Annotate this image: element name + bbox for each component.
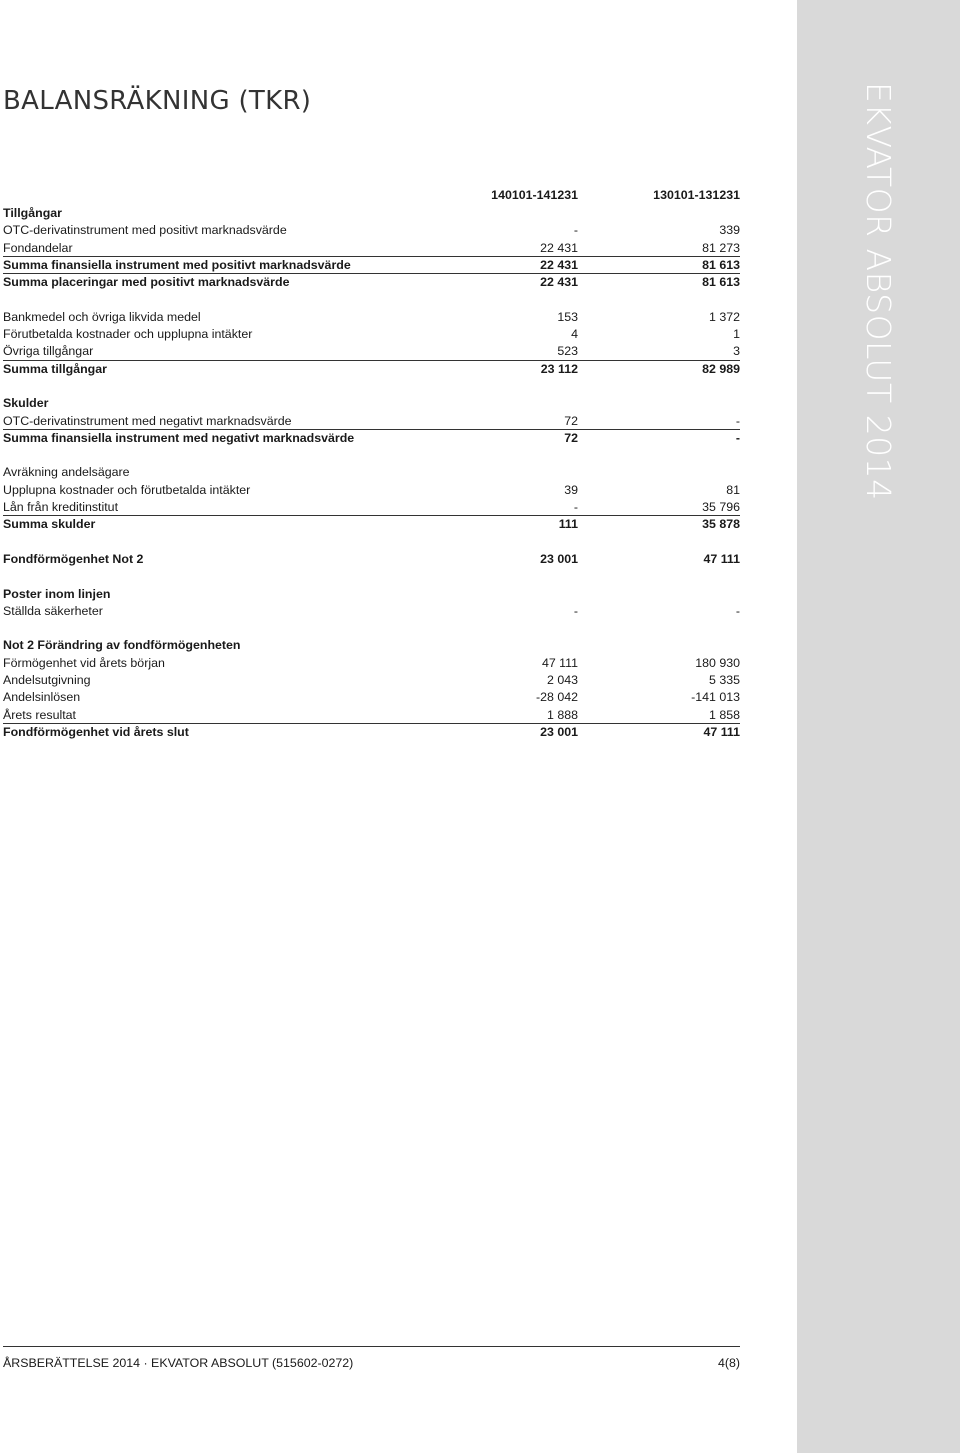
row-label: Förmögenhet vid årets början — [3, 655, 165, 670]
row-value-previous: 47 111 — [703, 724, 740, 739]
row-value-current: 23 001 — [540, 724, 578, 739]
row-value-previous: 47 111 — [703, 551, 740, 566]
row-value-previous: - — [735, 430, 740, 445]
row-label: Tillgångar — [3, 206, 62, 220]
row-label: Skulder — [3, 396, 49, 411]
row-label: Summa tillgångar — [3, 361, 107, 376]
row-label: OTC-derivatinstrument med positivt marknadsvärde — [3, 223, 287, 238]
row-value-current: 153 — [557, 309, 578, 324]
table-row — [3, 482, 740, 499]
column-header-row — [3, 186, 740, 205]
row-value-previous: 81 613 — [702, 257, 740, 272]
row-value-previous: 5 335 — [708, 673, 740, 688]
table-row — [3, 689, 740, 706]
table-row — [3, 343, 740, 360]
table-row — [3, 707, 740, 724]
row-value-current: 2 043 — [546, 673, 578, 688]
table-row — [3, 361, 740, 378]
table-row — [3, 205, 740, 222]
table-row — [3, 586, 740, 603]
table-row — [3, 430, 740, 447]
row-label: Avräkning andelsägare — [3, 465, 130, 480]
table-row — [3, 499, 740, 516]
row-value-previous: 35 796 — [702, 500, 740, 515]
row-value-previous: - — [735, 603, 740, 618]
row-value-previous: 82 989 — [702, 361, 740, 376]
table-row — [3, 672, 740, 689]
row-label: Fondförmögenhet Not 2 — [3, 551, 144, 566]
page-title: BALANSRÄKNING (TKR) — [3, 86, 312, 116]
row-label: OTC-derivatinstrument med negativt marknadsvärde — [3, 413, 292, 428]
row-value-current: 23 001 — [540, 551, 578, 566]
row-label: Lån från kreditinstitut — [3, 500, 119, 515]
row-value-current: 22 431 — [540, 240, 578, 255]
table-row — [3, 395, 740, 412]
row-label: Summa skulder — [3, 517, 96, 532]
row-value-current: 4 — [571, 327, 578, 342]
spacer-row — [3, 620, 740, 637]
row-value-current: 1 888 — [546, 707, 578, 722]
table-row — [3, 724, 740, 741]
row-value-previous: 3 — [733, 344, 740, 359]
spacer-row — [3, 447, 740, 464]
table-row — [3, 516, 740, 533]
row-label: Bankmedel och övriga likvida medel — [3, 309, 201, 324]
row-label: Andelsinlösen — [3, 690, 81, 705]
table-row — [3, 655, 740, 672]
row-label: Ställda säkerheter — [3, 603, 103, 618]
row-label: Fondförmögenhet vid årets slut — [3, 724, 189, 739]
row-value-previous: 1 372 — [708, 309, 740, 324]
footer-report-name: ÅRSBERÄTTELSE 2014 · EKVATOR ABSOLUT (515602-0272) — [3, 1356, 354, 1370]
row-value-previous: 1 858 — [708, 707, 740, 722]
row-value-current: -28 042 — [535, 690, 578, 705]
spacer-row — [3, 568, 740, 585]
row-value-current: 523 — [557, 344, 578, 359]
table-row — [3, 637, 740, 654]
row-label: Övriga tillgångar — [3, 344, 94, 359]
row-value-previous: -141 013 — [691, 690, 740, 705]
row-label: Upplupna kostnader och förutbetalda intäkter — [3, 482, 251, 497]
row-value-current: 111 — [558, 517, 578, 532]
column-header-previous: 130101-131231 — [653, 188, 740, 202]
table-row — [3, 551, 740, 568]
row-label: Summa placeringar med positivt marknadsvärde — [3, 275, 290, 290]
row-label: Poster inom linjen — [3, 586, 111, 601]
row-value-current: 39 — [564, 482, 578, 497]
row-value-current: 22 431 — [540, 275, 578, 290]
spacer-row — [3, 534, 740, 551]
row-label: Not 2 Förändring av fondförmögenheten — [3, 638, 241, 653]
row-value-current: - — [573, 223, 578, 238]
row-value-previous: 339 — [719, 223, 740, 238]
balance-sheet-table — [3, 186, 740, 741]
row-value-current: 22 431 — [540, 257, 578, 272]
table-row — [3, 413, 740, 430]
row-value-current: - — [573, 603, 578, 618]
table-row — [3, 222, 740, 239]
row-label: Årets resultat — [3, 707, 76, 722]
table-row — [3, 326, 740, 343]
table-row — [3, 603, 740, 620]
table-row — [3, 240, 740, 257]
footer-divider — [3, 1346, 740, 1347]
row-value-previous: - — [735, 413, 740, 428]
spacer-row — [3, 378, 740, 395]
row-value-current: - — [573, 500, 578, 515]
row-value-current: 23 112 — [540, 361, 578, 376]
table-row — [3, 464, 740, 481]
row-label: Förutbetalda kostnader och upplupna intäkter — [3, 327, 253, 342]
row-value-previous: 81 613 — [702, 275, 740, 290]
sidebar-title: EKVATOR ABSOLUT 2014 — [859, 82, 898, 501]
row-value-previous: 35 878 — [702, 517, 740, 532]
row-value-previous: 180 930 — [695, 655, 740, 670]
row-label: Summa finansiella instrument med positivt marknadsvärde — [3, 257, 351, 272]
row-value-current: 47 111 — [541, 655, 578, 670]
row-value-previous: 1 — [733, 327, 740, 342]
spacer-row — [3, 291, 740, 308]
row-value-current: 72 — [564, 430, 578, 445]
table-row — [3, 274, 740, 291]
row-value-previous: 81 — [726, 482, 740, 497]
row-value-current: 72 — [564, 413, 578, 428]
column-header-current: 140101-141231 — [491, 188, 578, 202]
row-label: Fondandelar — [3, 240, 73, 255]
row-label: Summa finansiella instrument med negativt marknadsvärde — [3, 430, 355, 445]
table-row — [3, 257, 740, 274]
row-label: Andelsutgivning — [3, 673, 91, 688]
table-row — [3, 309, 740, 326]
row-value-previous: 81 273 — [702, 240, 740, 255]
footer-page-number: 4(8) — [717, 1356, 740, 1370]
